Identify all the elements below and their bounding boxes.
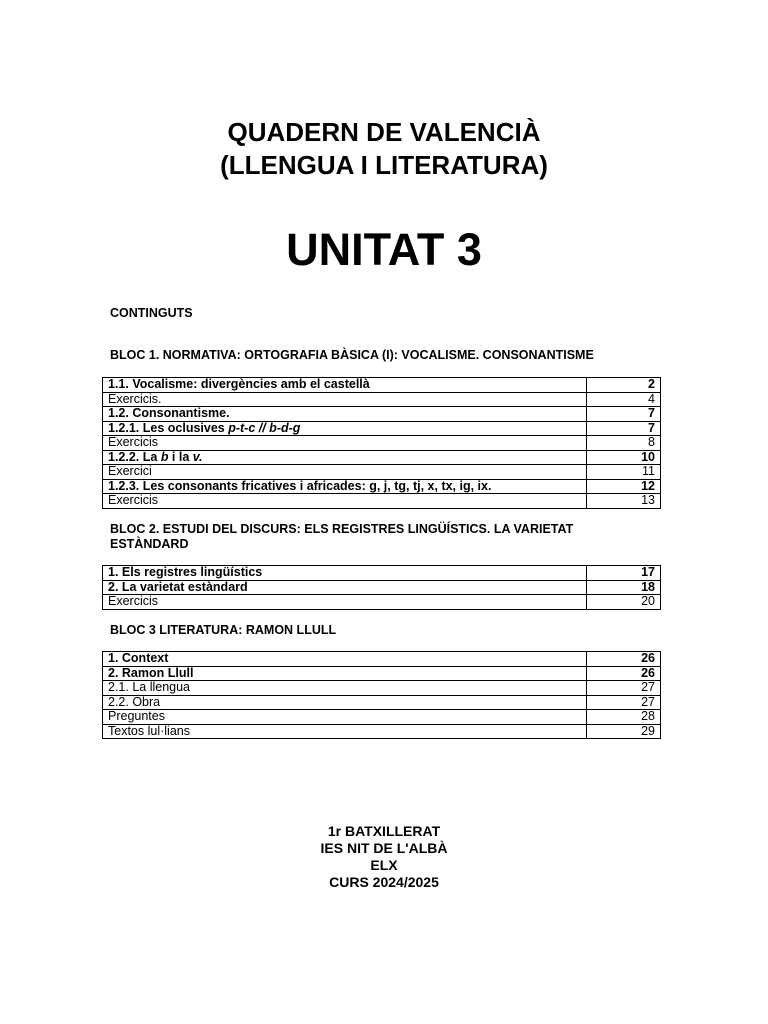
toc-entry-text: Textos lul·lians	[108, 724, 190, 738]
toc-page-number: 27	[587, 681, 661, 696]
toc-entry-text: 1.2.1. Les oclusives	[108, 421, 229, 435]
toc-entry-title	[103, 595, 587, 610]
unit-title: UNITAT 3	[286, 224, 482, 275]
toc-page-number: 7	[587, 407, 661, 422]
toc-entry-title	[103, 652, 587, 667]
toc-entry-text: 1.2.3. Les consonants fricatives i africades: g, j, tg, tj, x, tx, ig, ix.	[108, 479, 492, 493]
bloc-1-heading: BLOC 1. NORMATIVA: ORTOGRAFIA BÀSICA (I): VOCALISME. CONSONANTISME	[110, 348, 594, 362]
toc-entry-text: 2. La varietat estàndard	[108, 580, 248, 594]
toc-row	[103, 494, 661, 509]
toc-entry-title	[103, 666, 587, 681]
footer-city: ELX	[370, 857, 398, 873]
toc-entry-text: i la	[168, 450, 193, 464]
toc-entry-text: 1.2.2. La	[108, 450, 161, 464]
toc-row	[103, 436, 661, 451]
toc-page-number: 27	[587, 695, 661, 710]
toc-row	[103, 652, 661, 667]
toc-entry-text: 2.2. Obra	[108, 695, 161, 709]
toc-entry-title	[103, 465, 587, 480]
toc-entry-text: Preguntes	[108, 709, 165, 724]
toc-row	[103, 450, 661, 465]
toc-entry-title	[103, 710, 587, 725]
toc-entry-text: 1.1. Vocalisme: divergències amb el castellà	[108, 377, 370, 392]
toc-entry-italic-text: v.	[192, 450, 203, 464]
toc-entry-title	[103, 421, 587, 436]
toc-row	[103, 681, 661, 696]
toc-entry-text: 1. Els registres lingüístics	[108, 565, 263, 580]
toc-row	[103, 580, 661, 595]
toc-row	[103, 724, 661, 739]
toc-entry-title	[103, 392, 587, 407]
toc-entry-text: Exercicis	[108, 493, 159, 508]
toc-entry-text: 2. Ramon Llull	[108, 666, 194, 680]
toc-page-number: 13	[587, 494, 661, 509]
toc-row	[103, 465, 661, 480]
toc-page-number: 8	[587, 436, 661, 451]
toc-entry-text: 1.2. Consonantisme.	[108, 406, 230, 421]
toc-entry-title	[103, 436, 587, 451]
toc-entry-text: Exercicis	[108, 435, 159, 450]
toc-entry-title	[103, 479, 587, 494]
toc-page-number: 29	[587, 724, 661, 739]
bloc-1-table	[102, 377, 661, 509]
toc-page-number: 7	[587, 421, 661, 436]
bloc-3-table	[102, 651, 661, 739]
toc-entry-title	[103, 494, 587, 509]
toc-page-number: 11	[587, 465, 661, 480]
bloc-2-table	[102, 565, 661, 610]
toc-page-number: 4	[587, 392, 661, 407]
document-title-line-2: (LLENGUA I LITERATURA)	[220, 150, 548, 180]
toc-entry-title	[103, 580, 587, 595]
toc-page-number: 26	[587, 652, 661, 667]
toc-entry-text: 2.1. La llengua	[108, 680, 191, 695]
toc-row	[103, 378, 661, 393]
toc-row	[103, 666, 661, 681]
toc-entry-title	[103, 566, 587, 581]
toc-entry-title	[103, 450, 587, 465]
toc-row	[103, 421, 661, 436]
toc-page-number: 17	[587, 566, 661, 581]
toc-row	[103, 479, 661, 494]
toc-row	[103, 407, 661, 422]
toc-row	[103, 566, 661, 581]
contents-heading: CONTINGUTS	[110, 306, 193, 320]
toc-page-number: 20	[587, 595, 661, 610]
toc-page-number: 2	[587, 378, 661, 393]
toc-row	[103, 710, 661, 725]
footer-course: 1r BATXILLERAT	[327, 823, 441, 839]
toc-page-number: 26	[587, 666, 661, 681]
toc-entry-italic-text: b	[160, 450, 169, 464]
toc-entry-text: Exercicis.	[108, 392, 162, 406]
footer-year: CURS 2024/2025	[329, 874, 439, 890]
toc-entry-text: Exercicis	[108, 594, 159, 609]
toc-entry-italic-text: p-t-c // b-d-g	[228, 421, 301, 435]
toc-row	[103, 695, 661, 710]
footer-school: IES NIT DE L'ALBÀ	[320, 840, 448, 856]
bloc-3-heading: BLOC 3 LITERATURA: RAMON LLULL	[110, 623, 337, 637]
toc-row	[103, 392, 661, 407]
toc-entry-text: Exercici	[108, 464, 152, 479]
toc-entry-title	[103, 681, 587, 696]
toc-entry-text: 1. Context	[108, 651, 169, 666]
document-title-line-1: QUADERN DE VALENCIÀ	[227, 117, 541, 147]
toc-page-number: 12	[587, 479, 661, 494]
bloc-2-heading: BLOC 2. ESTUDI DEL DISCURS: ELS REGISTRES LINGÜÍSTICS. LA VARIETAT ESTÀNDARD	[110, 522, 574, 551]
toc-entry-title	[103, 724, 587, 739]
toc-row	[103, 595, 661, 610]
toc-entry-title	[103, 695, 587, 710]
toc-page-number: 10	[587, 450, 661, 465]
toc-entry-title	[103, 378, 587, 393]
toc-entry-title	[103, 407, 587, 422]
toc-page-number: 28	[587, 710, 661, 725]
toc-page-number: 18	[587, 580, 661, 595]
